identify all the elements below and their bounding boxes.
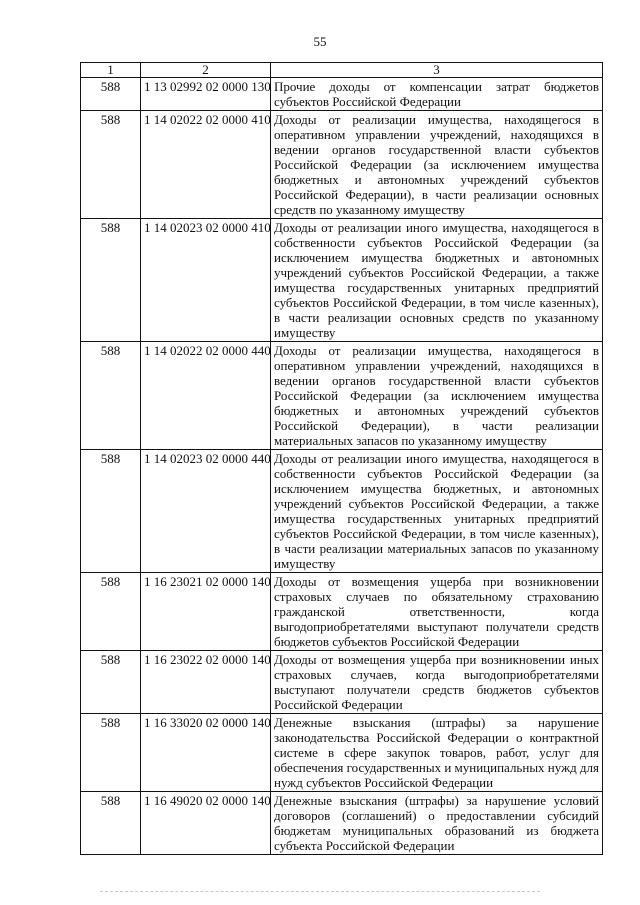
column-header-1: 1 xyxy=(81,63,141,78)
classification-code-cell: 1 16 49020 02 0000 140 xyxy=(141,792,271,855)
description-cell: Денежные взыскания (штрафы) за нарушение условий договоров (соглашений) о предоставлении субсидий бюджетам муниципальных образований из бюджета субъекта Российской Федерации xyxy=(271,792,603,855)
table-row xyxy=(81,342,603,450)
column-header-3: 3 xyxy=(271,63,603,78)
classification-code-cell: 1 16 33020 02 0000 140 xyxy=(141,714,271,792)
table-row xyxy=(81,792,603,855)
table-body xyxy=(81,78,603,855)
admin-code-cell: 588 xyxy=(81,342,141,450)
description-cell: Прочие доходы от компенсации затрат бюджетов субъектов Российской Федерации xyxy=(271,78,603,111)
table-row xyxy=(81,219,603,342)
description-cell: Доходы от возмещения ущерба при возникновении иных страховых случаев, когда выгодоприобретателями выступают получатели средств бюджетов субъектов Российской Федерации xyxy=(271,651,603,714)
table-row xyxy=(81,714,603,792)
column-header-2: 2 xyxy=(141,63,271,78)
description-cell: Доходы от реализации иного имущества, находящегося в собственности субъектов Российской Федерации (за исключением имущества бюджетных и автономных учреждений субъектов Российской Федерации, а также имущества государственных унитарных предприятий субъектов Российской Федерации, в том числе казенных), в части реализации основных средств по указанному имуществу xyxy=(271,219,603,342)
admin-code-cell: 588 xyxy=(81,111,141,219)
page-bottom-divider xyxy=(100,891,540,892)
admin-code-cell: 588 xyxy=(81,651,141,714)
admin-code-cell: 588 xyxy=(81,792,141,855)
classification-code-cell: 1 16 23022 02 0000 140 xyxy=(141,651,271,714)
table-row xyxy=(81,573,603,651)
table-row xyxy=(81,651,603,714)
header-row xyxy=(81,63,603,78)
admin-code-cell: 588 xyxy=(81,78,141,111)
page-number: 55 xyxy=(313,34,327,49)
description-cell: Доходы от реализации имущества, находящегося в оперативном управлении учреждений, находящихся в ведении органов государственной власти субъектов Российской Федерации (за исключением имущества бюджетных и автономных учреждений субъектов Российской Федерации), в части реализации основных средств по указанному имуществу xyxy=(271,111,603,219)
admin-code-cell: 588 xyxy=(81,573,141,651)
table-row xyxy=(81,111,603,219)
revenue-classification-table xyxy=(80,62,603,855)
classification-code-cell: 1 14 02023 02 0000 410 xyxy=(141,219,271,342)
classification-code-cell: 1 13 02992 02 0000 130 xyxy=(141,78,271,111)
admin-code-cell: 588 xyxy=(81,450,141,573)
description-cell: Доходы от реализации иного имущества, находящегося в собственности субъектов Российской Федерации (за исключением имущества бюджетных, и автономных учреждений субъектов Российской Федерации, а также имущества государственных унитарных предприятий субъектов Российской Федерации, в том числе казенных), в части реализации материальных запасов по указанному имуществу xyxy=(271,450,603,573)
classification-code-cell: 1 14 02022 02 0000 440 xyxy=(141,342,271,450)
description-cell: Доходы от возмещения ущерба при возникновении страховых случаев по обязательному страхованию гражданской ответственности, когда выгодоприобретателями выступают получатели средств бюджетов субъектов Российской Федерации xyxy=(271,573,603,651)
table-row xyxy=(81,78,603,111)
table-row xyxy=(81,450,603,573)
description-cell: Доходы от реализации имущества, находящегося в оперативном управлении учреждений, находящихся в ведении органов государственной власти субъектов Российской Федерации (за исключением имущества бюджетных и автономных учреждений субъектов Российской Федерации), в части реализации материальных запасов по указанному имуществу xyxy=(271,342,603,450)
admin-code-cell: 588 xyxy=(81,714,141,792)
classification-code-cell: 1 14 02023 02 0000 440 xyxy=(141,450,271,573)
table-header xyxy=(81,63,603,78)
classification-code-cell: 1 14 02022 02 0000 410 xyxy=(141,111,271,219)
admin-code-cell: 588 xyxy=(81,219,141,342)
classification-code-cell: 1 16 23021 02 0000 140 xyxy=(141,573,271,651)
description-cell: Денежные взыскания (штрафы) за нарушение законодательства Российской Федерации о контрактной системе в сфере закупок товаров, работ, услуг для обеспечения государственных и муниципальных нужд для нужд субъектов Российской Федерации xyxy=(271,714,603,792)
